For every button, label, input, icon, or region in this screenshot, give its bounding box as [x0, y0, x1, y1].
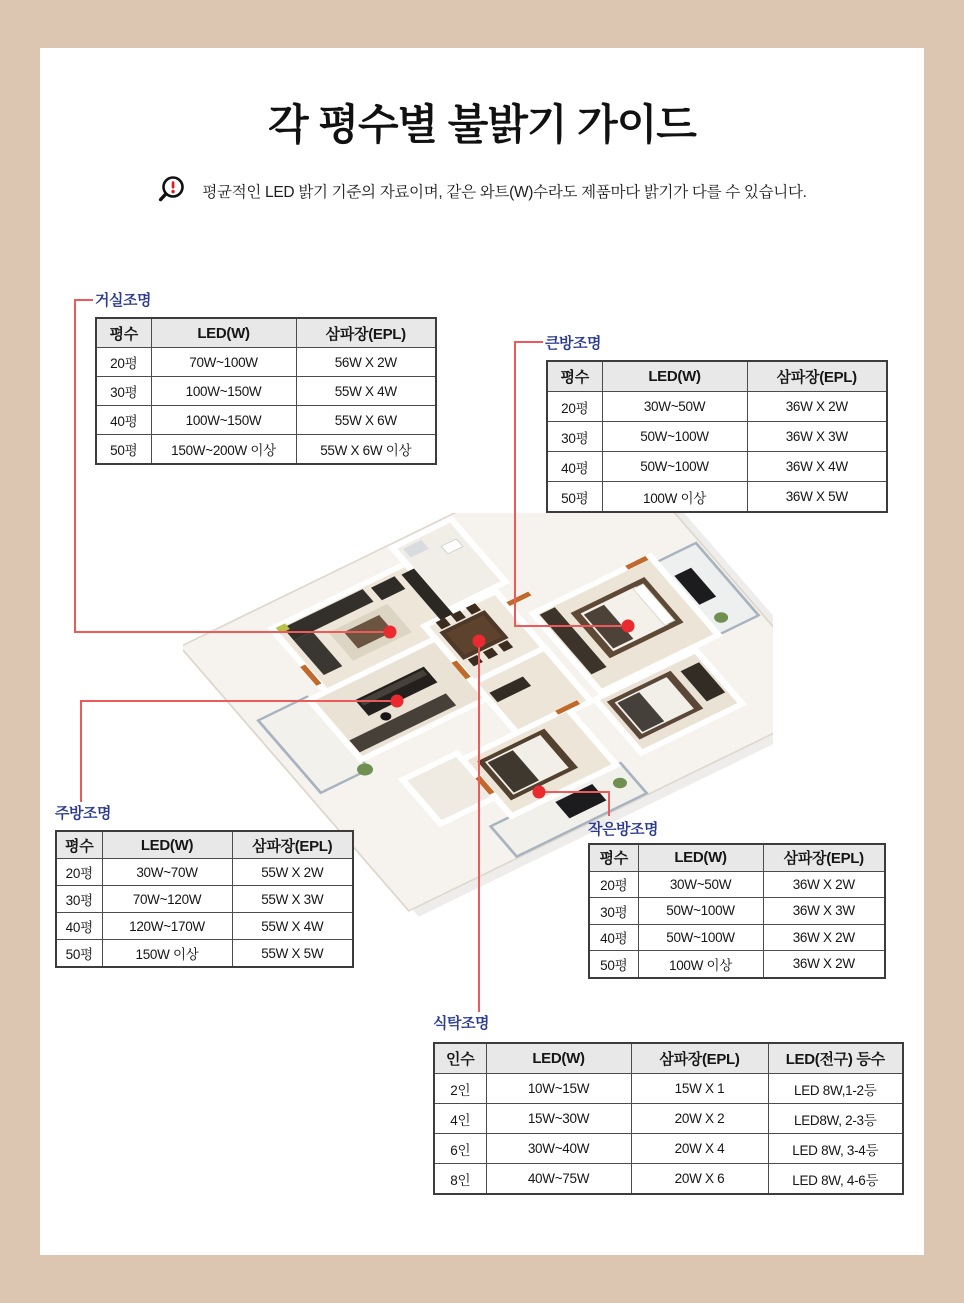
table-cell: 50평 — [547, 482, 602, 513]
table-cell: 8인 — [434, 1164, 486, 1195]
table-cell: 15W X 1 — [631, 1074, 768, 1104]
table-cell: 36W X 3W — [763, 898, 885, 925]
table-cell: 30평 — [547, 422, 602, 452]
table-cell: 55W X 6W 이상 — [296, 435, 436, 465]
table-cell: 55W X 4W — [296, 377, 436, 406]
table-cell: 36W X 2W — [763, 951, 885, 978]
table-cell: 50평 — [96, 435, 151, 465]
table-row — [96, 435, 436, 465]
table-cell: 150W~200W 이상 — [151, 435, 296, 465]
table-row — [56, 859, 353, 886]
header-row — [56, 831, 353, 859]
column-header: 삼파장(EPL) — [631, 1043, 768, 1074]
section-label-kitchen: 주방조명 — [55, 805, 111, 822]
table-cell: 15W~30W — [486, 1104, 631, 1134]
smallroom-lighting-table — [588, 843, 886, 979]
table-cell: 120W~170W — [102, 913, 232, 940]
table-row — [434, 1074, 903, 1104]
table-cell: 36W X 4W — [747, 452, 887, 482]
kitchen-lighting-table — [55, 830, 354, 968]
table-cell: 20W X 4 — [631, 1134, 768, 1164]
table-cell: 55W X 5W — [232, 940, 353, 968]
table-cell: 2인 — [434, 1074, 486, 1104]
bigroom-lighting-table — [546, 360, 888, 513]
header-row — [96, 318, 436, 348]
table-cell: LED 8W, 4-6등 — [768, 1164, 903, 1195]
table-cell: 50W~100W — [638, 898, 763, 925]
table-cell: 20W X 6 — [631, 1164, 768, 1195]
table-cell: 55W X 4W — [232, 913, 353, 940]
table-cell: 70W~100W — [151, 348, 296, 377]
table-cell: 30W~70W — [102, 859, 232, 886]
table-cell: LED 8W, 3-4등 — [768, 1134, 903, 1164]
page-title: 각 평수별 불밝기 가이드 — [268, 101, 696, 148]
table-row — [547, 452, 887, 482]
column-header: LED(W) — [151, 318, 296, 348]
table-cell: 30평 — [96, 377, 151, 406]
column-header: 평수 — [96, 318, 151, 348]
table-cell: 20W X 2 — [631, 1104, 768, 1134]
table-cell: 6인 — [434, 1134, 486, 1164]
table-cell: 30W~50W — [602, 392, 747, 422]
table-row — [56, 913, 353, 940]
table-row — [434, 1164, 903, 1195]
section-label-living: 거실조명 — [95, 292, 151, 309]
table-cell: 36W X 3W — [747, 422, 887, 452]
alert-magnifier-icon — [157, 174, 191, 208]
column-header: 삼파장(EPL) — [747, 361, 887, 392]
table-row — [547, 422, 887, 452]
table-cell: LED8W, 2-3등 — [768, 1104, 903, 1134]
table-row — [96, 377, 436, 406]
column-header: LED(W) — [102, 831, 232, 859]
table-cell: 36W X 5W — [747, 482, 887, 513]
column-header: 평수 — [547, 361, 602, 392]
table-row — [589, 924, 885, 951]
table-cell: 40평 — [96, 406, 151, 435]
header-row — [434, 1043, 903, 1074]
table-cell: 30W~40W — [486, 1134, 631, 1164]
header-row — [547, 361, 887, 392]
table-cell: LED 8W,1-2등 — [768, 1074, 903, 1104]
column-header: LED(전구) 등수 — [768, 1043, 903, 1074]
table-cell: 150W 이상 — [102, 940, 232, 968]
table-cell: 50평 — [589, 951, 638, 978]
notice-row — [40, 174, 924, 208]
table-row — [56, 940, 353, 968]
table-row — [589, 951, 885, 978]
table-cell: 40평 — [589, 924, 638, 951]
table-cell: 40W~75W — [486, 1164, 631, 1195]
table-cell: 20평 — [547, 392, 602, 422]
table-cell: 50W~100W — [602, 422, 747, 452]
table-cell: 40평 — [547, 452, 602, 482]
table-cell: 55W X 6W — [296, 406, 436, 435]
dining-lighting-table — [433, 1042, 904, 1195]
column-header: 평수 — [56, 831, 102, 859]
column-header: 인수 — [434, 1043, 486, 1074]
table-cell: 70W~120W — [102, 886, 232, 913]
table-cell: 100W~150W — [151, 406, 296, 435]
notice-text: 평균적인 LED 밝기 기준의 자료이며, 같은 와트(W)수라도 제품마다 밝기가 다를 수 있습니다. — [202, 184, 807, 201]
table-cell: 50평 — [56, 940, 102, 968]
column-header: LED(W) — [638, 844, 763, 871]
table-cell: 100W~150W — [151, 377, 296, 406]
table-cell: 56W X 2W — [296, 348, 436, 377]
column-header: 평수 — [589, 844, 638, 871]
table-cell: 4인 — [434, 1104, 486, 1134]
table-cell: 30평 — [589, 898, 638, 925]
table-cell: 50W~100W — [602, 452, 747, 482]
header-row — [589, 844, 885, 871]
table-cell: 30W~50W — [638, 871, 763, 898]
table-cell: 20평 — [96, 348, 151, 377]
table-cell: 20평 — [56, 859, 102, 886]
table-row — [589, 871, 885, 898]
table-cell: 50W~100W — [638, 924, 763, 951]
living-lighting-table — [95, 317, 437, 465]
table-cell: 20평 — [589, 871, 638, 898]
section-label-bigroom: 큰방조명 — [545, 335, 601, 352]
table-row — [96, 348, 436, 377]
table-cell: 55W X 2W — [232, 859, 353, 886]
table-cell: 36W X 2W — [763, 924, 885, 951]
column-header: LED(W) — [486, 1043, 631, 1074]
table-row — [96, 406, 436, 435]
table-cell: 36W X 2W — [763, 871, 885, 898]
table-row — [434, 1134, 903, 1164]
table-row — [547, 482, 887, 513]
section-label-dining: 식탁조명 — [433, 1015, 489, 1032]
table-cell: 10W~15W — [486, 1074, 631, 1104]
table-cell: 36W X 2W — [747, 392, 887, 422]
table-row — [589, 898, 885, 925]
column-header: 삼파장(EPL) — [296, 318, 436, 348]
column-header: 삼파장(EPL) — [763, 844, 885, 871]
table-row — [56, 886, 353, 913]
table-cell: 30평 — [56, 886, 102, 913]
table-row — [547, 392, 887, 422]
table-row — [434, 1104, 903, 1134]
column-header: LED(W) — [602, 361, 747, 392]
column-header: 삼파장(EPL) — [232, 831, 353, 859]
section-label-smallroom: 작은방조명 — [588, 821, 658, 838]
table-cell: 40평 — [56, 913, 102, 940]
table-cell: 100W 이상 — [602, 482, 747, 513]
table-cell: 55W X 3W — [232, 886, 353, 913]
table-cell: 100W 이상 — [638, 951, 763, 978]
